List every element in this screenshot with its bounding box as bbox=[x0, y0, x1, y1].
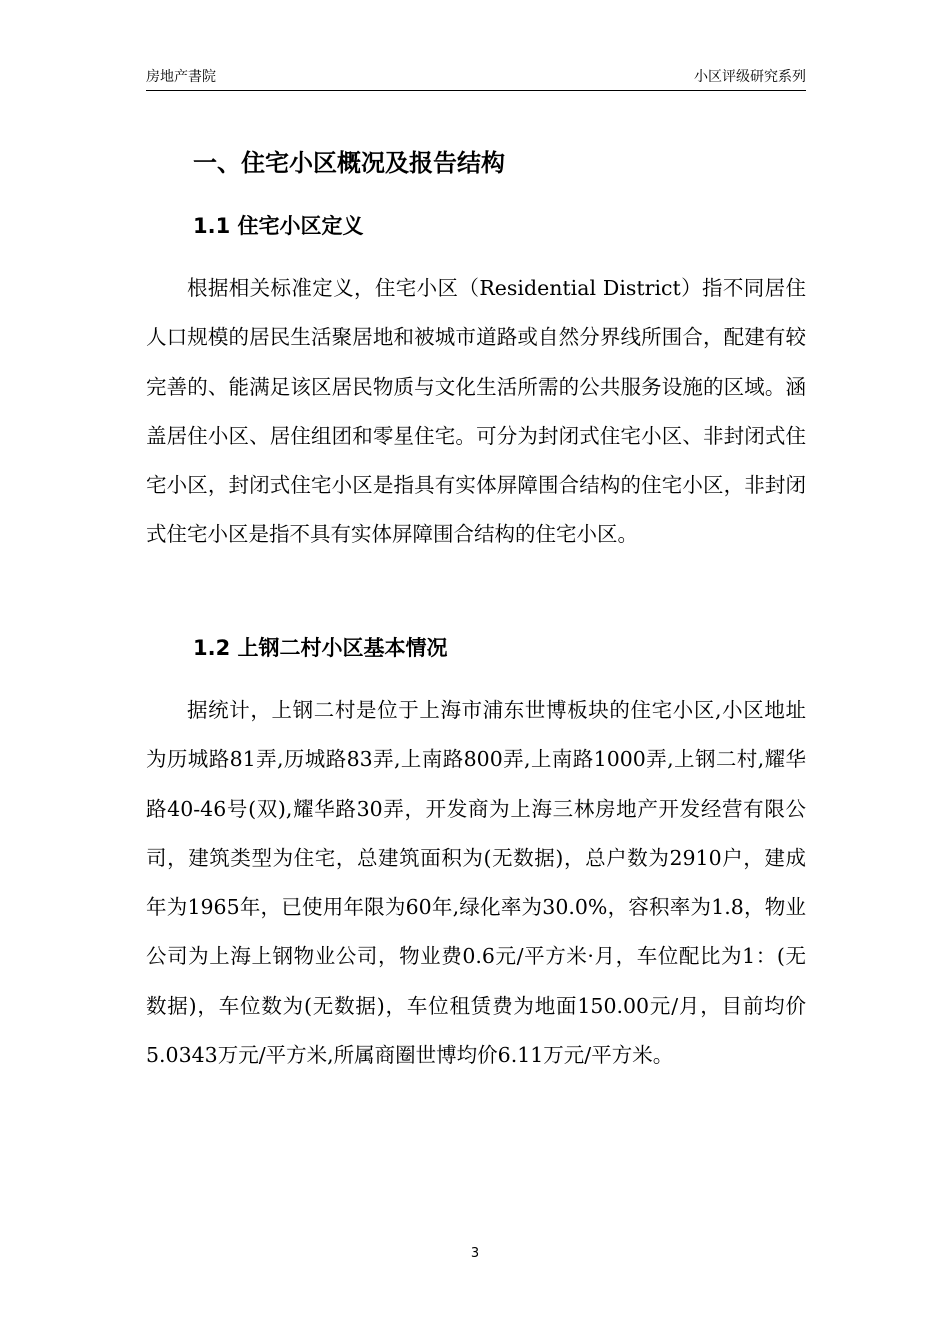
basic-info-paragraph: 据统计，上钢二村是位于上海市浦东世博板块的住宅小区,小区地址为历城路81弄,历城路83弄,上南路800弄,上南路1000弄,上钢二村,耀华路40-46号(双),耀华路30弄，开发商为上海三林房地产开发经营有限公司，建筑类型为住宅，总建筑面积为(无数据)，总户数为2910户，建成年为1965年，已使用年限为60年,绿化率为30.0%，容积率为1.8，物业公司为上海上钢物业公司，物业费0.6元/平方米·月，车位配比为1：(无数据)，车位数为(无数据)，车位租赁费为地面150.00元/月，目前均价5.0343万元/平方米,所属商圈世博均价6.11万元/平方米。 bbox=[146, 698, 806, 1068]
section-title: 一、住宅小区概况及报告结构 bbox=[193, 149, 505, 177]
subsection-title-definition: 1.1 住宅小区定义 bbox=[193, 214, 364, 238]
page-number: 3 bbox=[470, 1246, 480, 1261]
subsection-title-basic-info: 1.2 上钢二村小区基本情况 bbox=[193, 636, 448, 660]
header-series: 小区评级研究系列 bbox=[694, 69, 806, 85]
header-publisher: 房地产書院 bbox=[146, 69, 216, 85]
page-header bbox=[146, 64, 806, 91]
definition-paragraph: 根据相关标准定义，住宅小区（Residential District）指不同居住人口规模的居民生活聚居地和被城市道路或自然分界线所围合，配建有较完善的、能满足该区居民物质与文化生活所需的公共服务设施的区域。涵盖居住小区、居住组团和零星住宅。可分为封闭式住宅小区、非封闭式住宅小区，封闭式住宅小区是指具有实体屏障围合结构的住宅小区，非封闭式住宅小区是指不具有实体屏障围合结构的住宅小区。 bbox=[146, 276, 806, 547]
